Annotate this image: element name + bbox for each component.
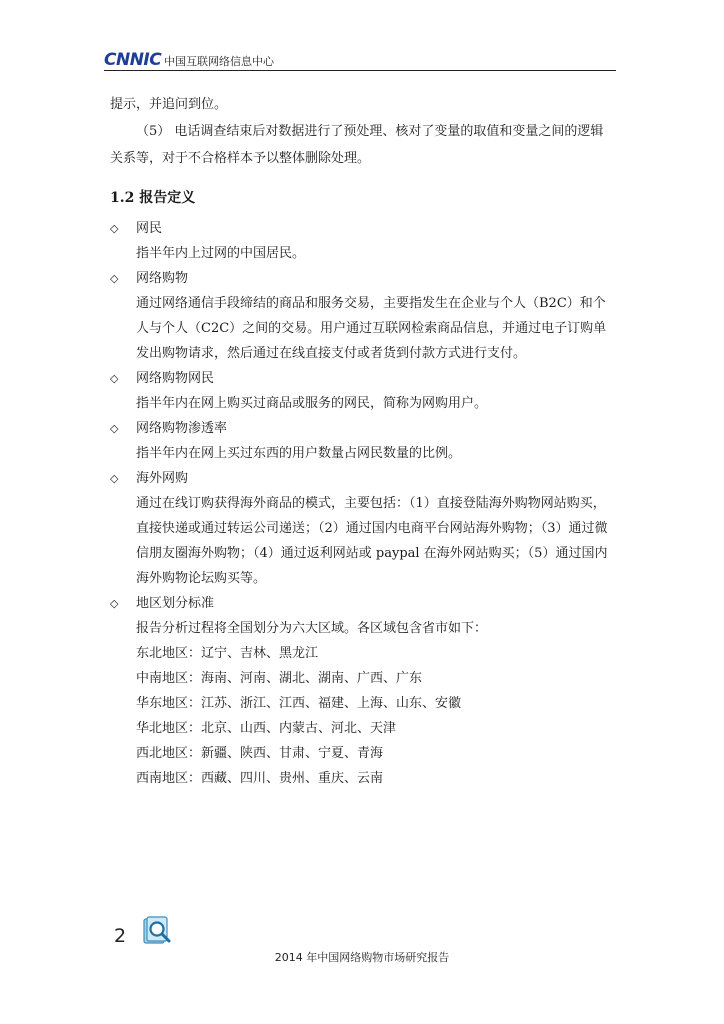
region-line: 中南地区：海南、河南、湖北、湖南、广西、广东 xyxy=(136,671,423,686)
definition-item xyxy=(110,266,616,366)
region-line: 华北地区：北京、山西、内蒙古、河北、天津 xyxy=(136,721,397,736)
term-definition: 通过在线订购获得海外商品的模式，主要包括：（1）直接登陆海外购物网站购买，直接快递或通过转运公司递送；（2）通过国内电商平台网站海外购物；（3）通过微信朋友圈海外购物；（4）通过返利网站或 paypal 在海外网站购买；（5）通过国内海外购物论坛购买等。 xyxy=(136,496,608,586)
term-title: 网络购物渗透率 xyxy=(136,421,228,436)
definition-item xyxy=(110,416,616,466)
region-line: 东北地区：辽宁、吉林、黑龙江 xyxy=(136,646,319,661)
section-heading: 1.2 报告定义 xyxy=(110,190,196,206)
region-intro: 报告分析过程将全国划分为六大区域。各区域包含省市如下： xyxy=(136,621,488,636)
paragraph: （5） 电话调查结束后对数据进行了预处理、核对了变量的取值和变量之间的逻辑关系等，对于不合格样本予以整体删除处理。 xyxy=(110,124,604,166)
magnifier-report-icon xyxy=(143,916,173,946)
term-title: 网民 xyxy=(136,221,163,236)
region-line: 西南地区：西藏、四川、贵州、重庆、云南 xyxy=(136,771,384,786)
term-title: 网络购物网民 xyxy=(136,371,215,386)
cnnic-logo: CNNIC xyxy=(104,50,162,70)
definition-item-region xyxy=(110,591,616,791)
definition-item xyxy=(110,366,616,416)
term-definition: 指半年内在网上购买过商品或服务的网民，简称为网购用户。 xyxy=(136,396,488,411)
definition-item xyxy=(110,216,616,266)
page-number: 2 xyxy=(114,925,127,947)
diamond-bullet-icon: ◇ xyxy=(110,372,119,385)
region-line: 华东地区：江苏、浙江、江西、福建、上海、山东、安徽 xyxy=(136,696,462,711)
diamond-bullet-icon: ◇ xyxy=(110,222,119,235)
region-line: 西北地区：新疆、陕西、甘肃、宁夏、青海 xyxy=(136,746,384,761)
term-definition: 通过网络通信手段缔结的商品和服务交易，主要指发生在企业与个人（B2C）和个人与个人（C2C）之间的交易。用户通过互联网检索商品信息，并通过电子订购单发出购物请求，然后通过在线直接支付或者货到付款方式进行支付。 xyxy=(136,296,607,361)
diamond-bullet-icon: ◇ xyxy=(110,422,119,435)
term-title: 网络购物 xyxy=(136,271,189,286)
diamond-bullet-icon: ◇ xyxy=(110,597,119,610)
definition-item xyxy=(110,466,616,591)
term-definition: 指半年内在网上买过东西的用户数量占网民数量的比例。 xyxy=(136,446,462,461)
term-definition: 指半年内上过网的中国居民。 xyxy=(136,246,306,261)
paragraph: 提示，并追问到位。 xyxy=(110,97,228,112)
page-header xyxy=(104,48,616,71)
diamond-bullet-icon: ◇ xyxy=(110,272,119,285)
page-body xyxy=(110,91,616,791)
term-title: 地区划分标准 xyxy=(136,596,215,611)
term-title: 海外网购 xyxy=(136,471,189,486)
organization-name: 中国互联网络信息中心 xyxy=(164,55,274,68)
report-title: 2014 年中国网络购物市场研究报告 xyxy=(274,951,450,964)
diamond-bullet-icon: ◇ xyxy=(110,472,119,485)
